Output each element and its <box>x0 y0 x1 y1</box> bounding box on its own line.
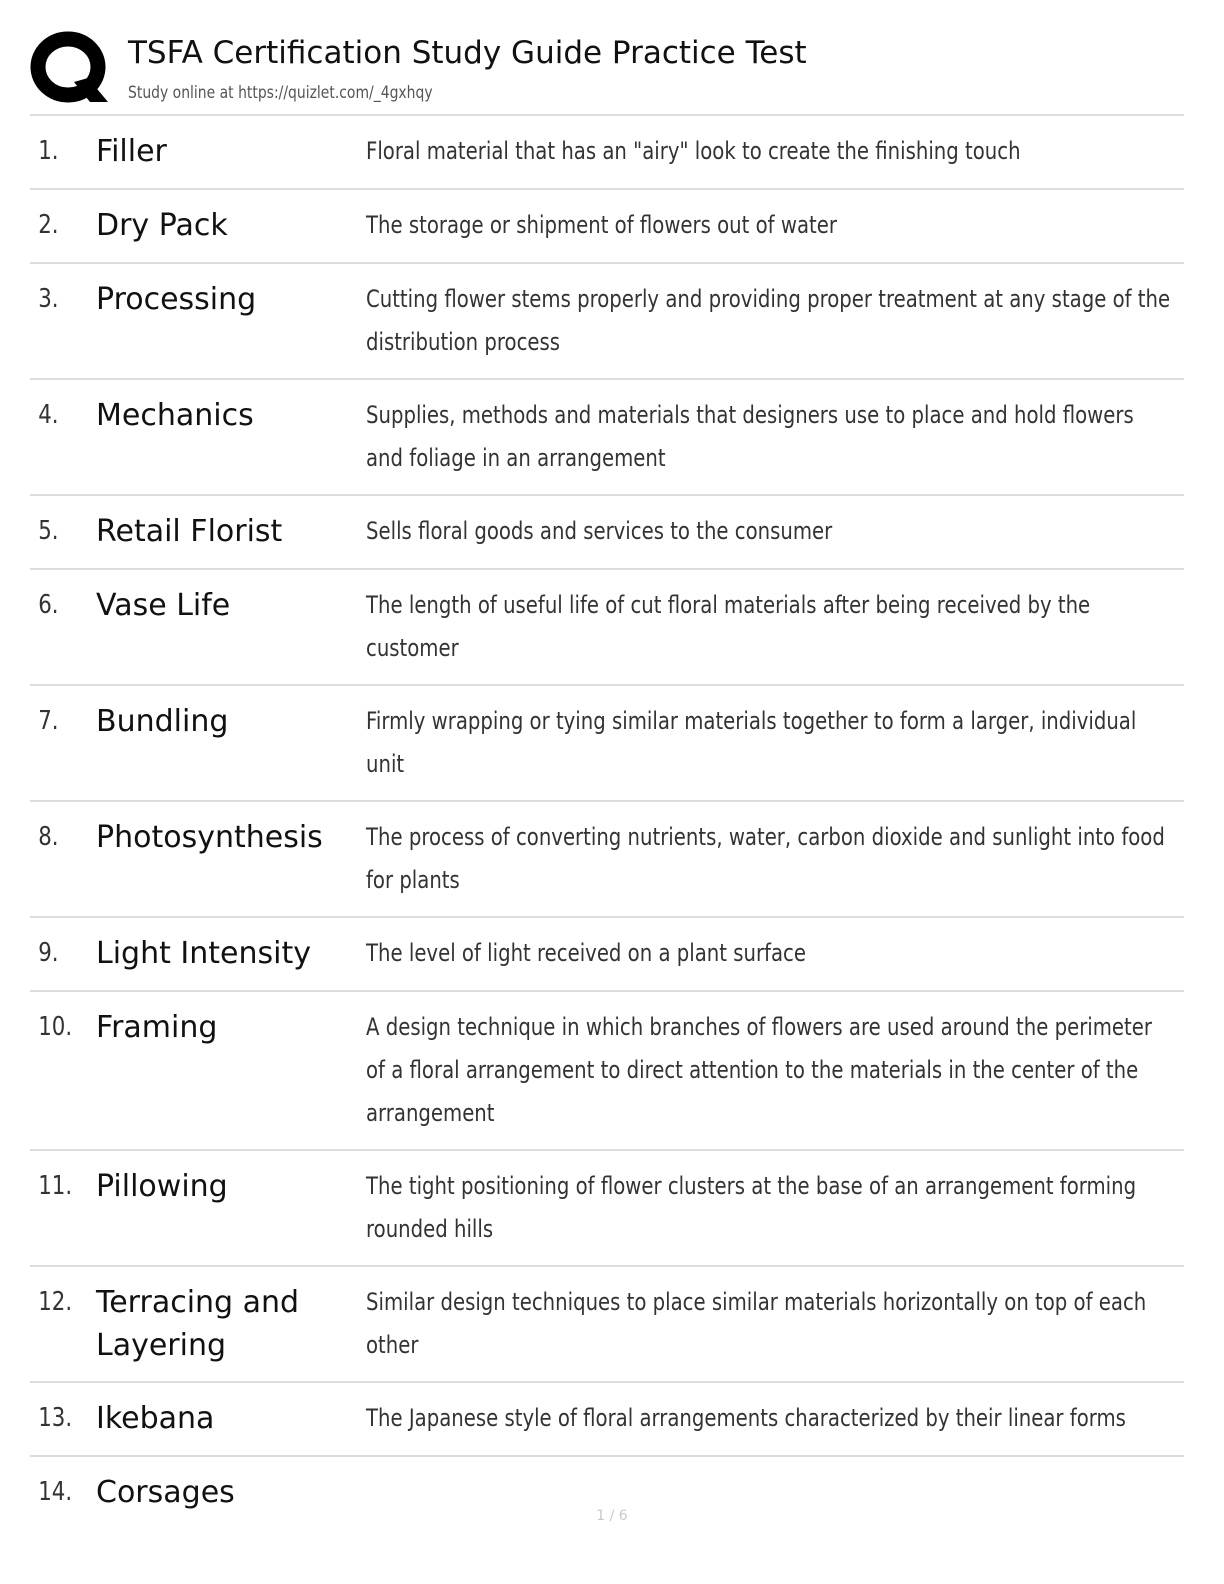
term-number: 4. <box>38 400 59 430</box>
term-number: 7. <box>38 706 59 736</box>
term-row <box>30 380 1184 496</box>
term-number: 9. <box>38 938 59 968</box>
term-row <box>30 1151 1184 1267</box>
term-row <box>30 570 1184 686</box>
term-word: Mechanics <box>96 398 254 433</box>
term-row <box>30 496 1184 570</box>
term-row <box>30 802 1184 918</box>
term-row <box>30 1267 1184 1383</box>
term-row <box>30 116 1184 190</box>
term-definition <box>366 816 1184 902</box>
term-word: Light Intensity <box>96 936 311 971</box>
term-definition <box>366 1281 1184 1367</box>
term-number: 10. <box>38 1012 73 1042</box>
term-row <box>30 992 1184 1151</box>
term-word: Framing <box>96 1010 218 1045</box>
term-definition-text: The storage or shipment of flowers out of water <box>366 211 837 239</box>
term-word: Pillowing <box>96 1169 228 1204</box>
study-online-link[interactable]: Study online at https://quizlet.com/_4gxhqy <box>128 83 433 103</box>
term-definition <box>366 130 1184 173</box>
term-word: Vase Life <box>96 588 231 623</box>
term-word: Corsages <box>96 1475 235 1510</box>
term-number: 1. <box>38 136 59 166</box>
term-word: Processing <box>96 282 257 317</box>
term-definition-text: The tight positioning of flower clusters at the base of an arrangement forming rounded hills <box>366 1172 1137 1243</box>
term-number: 8. <box>38 822 59 852</box>
term-definition <box>366 394 1184 480</box>
term-definition <box>366 584 1184 670</box>
term-row <box>30 264 1184 380</box>
term-definition <box>366 278 1184 364</box>
quizlet-q-logo-icon <box>30 30 110 108</box>
term-definition-text: Firmly wrapping or tying similar materials together to form a larger, individual unit <box>366 707 1137 778</box>
term-definition <box>366 932 1184 975</box>
term-definition-text: Supplies, methods and materials that designers use to place and hold flowers and foliage in an arrangement <box>366 401 1134 472</box>
term-definition-text: The length of useful life of cut floral materials after being received by the customer <box>366 591 1091 662</box>
term-word: Dry Pack <box>96 208 228 243</box>
term-definition-text: Similar design techniques to place similar materials horizontally on top of each other <box>366 1288 1147 1359</box>
term-row <box>30 918 1184 992</box>
term-number: 11. <box>38 1171 73 1201</box>
term-number: 6. <box>38 590 59 620</box>
term-definition-text: The Japanese style of floral arrangements characterized by their linear forms <box>366 1404 1126 1432</box>
term-row <box>30 190 1184 264</box>
term-definition <box>366 510 1184 553</box>
term-number: 2. <box>38 210 59 240</box>
term-number: 5. <box>38 516 59 546</box>
term-list <box>30 114 1184 1529</box>
document-title: TSFA Certification Study Guide Practice Test <box>128 35 807 71</box>
term-definition-text: The process of converting nutrients, water, carbon dioxide and sunlight into food for plants <box>366 823 1165 894</box>
term-definition <box>366 204 1184 247</box>
document-header <box>30 30 1184 114</box>
term-row <box>30 1383 1184 1457</box>
term-definition-text: A design technique in which branches of flowers are used around the perimeter of a floral arrangement to direct attention to the materials in the center of the arrangement <box>366 1013 1152 1127</box>
term-definition <box>366 1006 1184 1135</box>
term-number: 3. <box>38 284 59 314</box>
term-word: Retail Florist <box>96 514 283 549</box>
term-definition <box>366 1397 1184 1440</box>
term-row <box>30 686 1184 802</box>
term-number: 14. <box>38 1477 73 1507</box>
term-definition-text: Cutting flower stems properly and providing proper treatment at any stage of the distribution process <box>366 285 1171 356</box>
term-word: Ikebana <box>96 1401 215 1436</box>
term-number: 12. <box>38 1287 73 1317</box>
term-definition-text: The level of light received on a plant surface <box>366 939 806 967</box>
term-definition-text: Floral material that has an "airy" look to create the finishing touch <box>366 137 1021 165</box>
term-number: 13. <box>38 1403 73 1433</box>
term-word: Terracing and Layering <box>96 1285 300 1363</box>
term-word: Bundling <box>96 704 229 739</box>
term-definition <box>366 700 1184 786</box>
term-definition <box>366 1165 1184 1251</box>
term-word: Filler <box>96 134 167 169</box>
term-word: Photosynthesis <box>96 820 323 855</box>
page-number: 1 / 6 <box>596 1508 628 1524</box>
term-definition-text: Sells floral goods and services to the consumer <box>366 517 833 545</box>
